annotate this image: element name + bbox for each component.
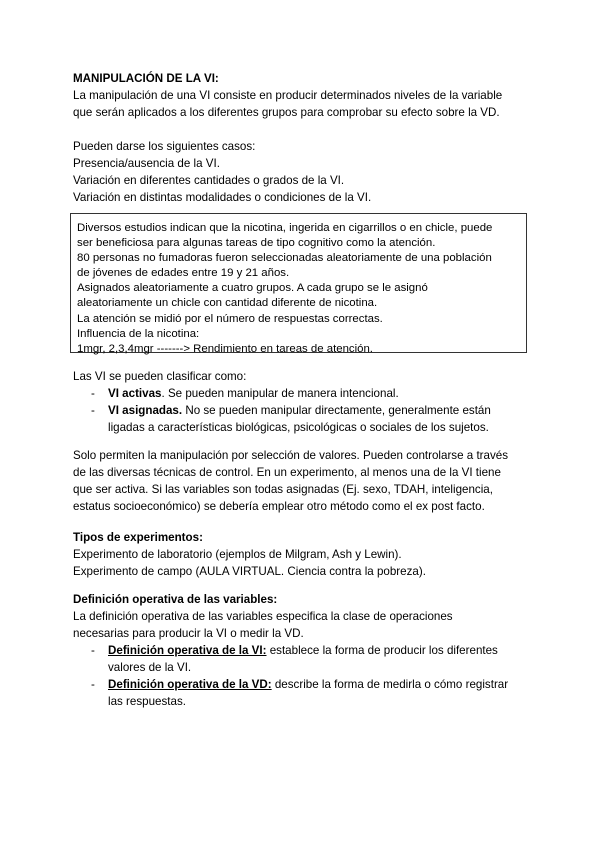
box-line: aleatoriamente un chicle con cantidad diferente de nicotina. [77, 297, 378, 310]
box-line: 1mgr, 2,3,4mgr -------> Rendimiento en tareas de atención. [77, 342, 373, 355]
box-line: ser beneficiosa para algunas tareas de tipo cognitivo como la atención. [77, 237, 436, 250]
section-clasificar [73, 368, 543, 436]
section-manipulacion [73, 70, 543, 121]
list-item-text: establece la forma de producir los diferentes [266, 644, 498, 657]
paragraph-line: que serán aplicados a los diferentes grupos para comprobar su efecto sobre la VD. [73, 106, 500, 119]
paragraph-line: que ser activa. Si las variables son todas asignadas (Ej. sexo, TDAH, inteligencia, [73, 483, 493, 496]
list-item [73, 385, 543, 402]
section-heading: Tipos de experimentos: [73, 531, 203, 544]
box-line: Diversos estudios indican que la nicotina, ingerida en cigarrillos o en chicle, puede [77, 222, 493, 234]
definition-list [73, 642, 543, 710]
paragraph-line: Variación en distintas modalidades o condiciones de la VI. [73, 191, 372, 204]
section-tipos [73, 529, 543, 580]
paragraph-line: Solo permiten la manipulación por selección de valores. Pueden controlarse a través [73, 449, 509, 462]
paragraph-line: La manipulación de una VI consiste en producir determinados niveles de la variable [73, 89, 503, 102]
dash-bullet-icon: - [91, 387, 95, 400]
box-line: Asignados aleatoriamente a cuatro grupos. A cada grupo se le asignó [77, 282, 428, 295]
paragraph-line: Presencia/ausencia de la VI. [73, 157, 220, 170]
list-item-text: . Se pueden manipular de manera intencional. [161, 387, 399, 400]
list-item-term: Definición operativa de la VD: [108, 678, 272, 691]
paragraph-line: La definición operativa de las variables especifica la clase de operaciones [73, 610, 453, 623]
section-heading: MANIPULACIÓN DE LA VI: [73, 72, 219, 85]
list-item [73, 676, 543, 710]
section-heading: Definición operativa de las variables: [73, 593, 278, 606]
classification-list [73, 385, 543, 436]
paragraph-line: necesarias para producir la VI o medir la VD. [73, 627, 304, 640]
list-item-continuation: valores de la VI. [108, 661, 192, 674]
dash-bullet-icon: - [91, 678, 95, 691]
list-item-continuation: las respuestas. [108, 695, 186, 708]
list-item-continuation: ligadas a características biológicas, psicológicas o sociales de los sujetos. [108, 421, 489, 434]
list-item-text: describe la forma de medirla o cómo registrar [271, 678, 509, 691]
dash-bullet-icon: - [91, 644, 95, 657]
list-item-term: VI activas [108, 387, 162, 400]
example-box [70, 213, 527, 353]
list-item-term: VI asignadas. [108, 404, 183, 417]
paragraph-line: estatus socioeconómico) se debería emplear otro método como el ex post facto. [73, 500, 485, 513]
paragraph-line: Experimento de laboratorio (ejemplos de Milgram, Ash y Lewin). [73, 548, 402, 561]
paragraph-line: Variación en diferentes cantidades o grados de la VI. [73, 174, 345, 187]
paragraph-line: Las VI se pueden clasificar como: [73, 370, 247, 383]
paragraph-line: Pueden darse los siguientes casos: [73, 140, 256, 153]
list-item-term: Definición operativa de la VI: [108, 644, 267, 657]
box-line: de jóvenes de edades entre 19 y 21 años. [77, 267, 290, 280]
list-item [73, 402, 543, 436]
paragraph-line: de las diversas técnicas de control. En un experimento, al menos una de la VI tiene [73, 466, 501, 479]
dash-bullet-icon: - [91, 404, 95, 417]
paragraph-line: Experimento de campo (AULA VIRTUAL. Ciencia contra la pobreza). [73, 565, 426, 578]
list-item [73, 642, 543, 676]
section-casos [73, 138, 543, 206]
box-line: La atención se midió por el número de respuestas correctas. [77, 312, 383, 325]
section-solo [73, 447, 543, 515]
list-item-text: No se pueden manipular directamente, generalmente están [182, 404, 491, 417]
section-definicion [73, 591, 543, 710]
box-line: Influencia de la nicotina: [77, 327, 200, 340]
box-line: 80 personas no fumadoras fueron seleccionadas aleatoriamente de una población [77, 252, 492, 265]
